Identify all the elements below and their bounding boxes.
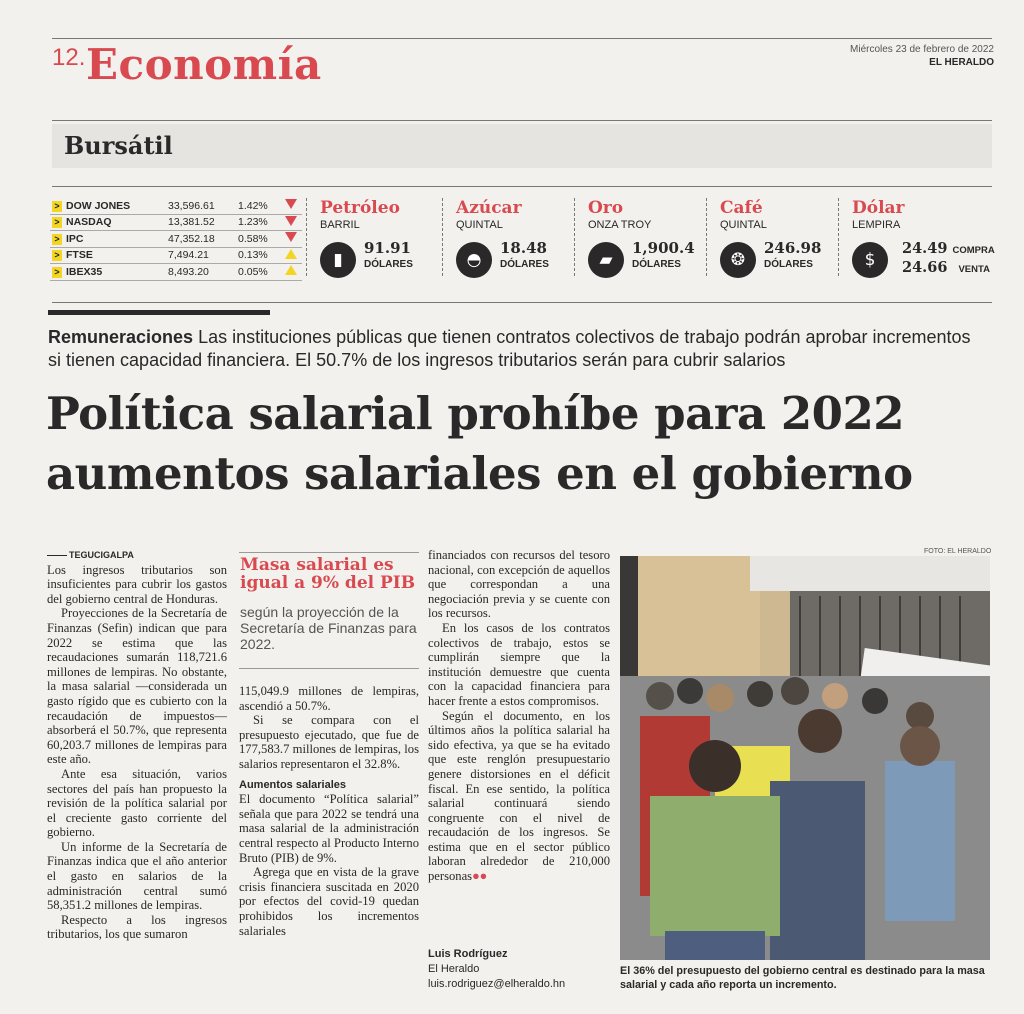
pull-quote-title: Masa salarial es igual a 9% del PIB [240, 555, 416, 593]
index-value: 13,381.52 [166, 214, 236, 231]
byline-outlet: El Heraldo [428, 963, 480, 975]
stock-index-table [50, 198, 302, 281]
dollar-sell-value: 24.66 [902, 259, 948, 276]
index-name: NASDAQ [66, 216, 112, 229]
dollar-unit: LEMPIRA [852, 219, 901, 231]
dollar-buy-label: COMPRA [952, 245, 995, 256]
photo-caption: El 36% del presupuesto del gobierno central es destinado para la masa salarial y cada año reporta un incremento. [620, 965, 985, 991]
chevron-right-icon: > [52, 201, 62, 212]
commodity-currency: DÓLARES [500, 259, 549, 270]
index-value: 7,494.21 [166, 247, 236, 264]
pull-rule-bottom [239, 668, 419, 669]
article-column-1 [47, 548, 227, 942]
chevron-right-icon: > [52, 217, 62, 228]
commodity-value: 18.48 [500, 239, 547, 257]
index-change: 0.05% [236, 264, 280, 281]
commodity-separator [442, 198, 443, 276]
stock-index-row [50, 198, 302, 214]
commodity-separator [306, 198, 307, 276]
byline [428, 947, 565, 992]
commodity-separator [574, 198, 575, 276]
article-paragraph: Según el documento, en los últimos años la política salarial ha sido efectiva, ya que se ha evitado que este renglón presupuestario genere distorsiones en el déficit fiscal. En ese sentido, la política salarial continuará siendo congruente con el nivel de recaudación de los ingresos. Se estima que en el sector público laboran alrededor de 210,000 personas●● [428, 708, 610, 884]
subhead: Aumentos salariales [239, 778, 346, 791]
gold-bars-icon: ▰ [588, 242, 624, 278]
sugar-sack-icon: ◓ [456, 242, 492, 278]
index-name: IPC [66, 232, 84, 245]
section-title: Economía [86, 40, 322, 89]
commodity-separator [838, 198, 839, 276]
pull-quote-subtitle: según la proyección de la Secretaría de Finanzas para 2022. [240, 604, 417, 652]
commodity-name: Azúcar [456, 198, 522, 218]
index-value: 33,596.61 [166, 198, 236, 214]
chevron-right-icon: > [52, 250, 62, 261]
commodity-name: Oro [588, 198, 624, 218]
pull-rule [239, 552, 419, 553]
stock-index-row [50, 231, 302, 248]
coffee-beans-icon: ❂ [720, 242, 756, 278]
header-rule [52, 120, 992, 121]
dollar-block [852, 198, 1002, 282]
commodity-currency: DÓLARES [632, 259, 681, 270]
newspaper-name: EL HERALDO [929, 57, 994, 68]
article-paragraph: En los casos de los contratos colectivos de trabajo, estos se cumplirán siempre que la institución demuestre que cuenta con la capacidad financiera para hacer frente a estos compromisos. [428, 620, 610, 708]
article-headline [46, 384, 1006, 504]
article-paragraph: Respecto a los ingresos tributarios, los que sumaron [47, 912, 227, 942]
photo-credit: FOTO: EL HERALDO [924, 548, 992, 555]
article-paragraph: Proyecciones de la Secretaría de Finanzas (Sefin) indican que para 2022 se estima que las recaudaciones sumarán 118,721.6 millones de lempiras. No obstante, la masa salarial —considerada un gasto rígido que es cubierto con la recaudación de impuestos— absorberá el 50.7%, que representa 60,203.7 millones de lempiras para este año. [47, 606, 227, 767]
headline-line-2: aumentos salariales en el gobierno [46, 447, 913, 500]
commodity-block [720, 198, 844, 282]
markets-rule [52, 186, 992, 187]
deck-text: Las instituciones públicas que tienen contratos colectivos de trabajo podrán aprobar incrementos si tienen capacidad financiera. El 50.7% de los ingresos tributarios serán para cubrir salarios [48, 327, 971, 370]
index-change: 1.42% [236, 198, 280, 214]
stock-index-row [50, 247, 302, 264]
deck-kicker: Remuneraciones [48, 327, 194, 347]
commodity-currency: DÓLARES [764, 259, 813, 270]
dateline: TEGUCIGALPA [47, 548, 227, 563]
stock-index-row [50, 214, 302, 231]
article-paragraph: Un informe de la Secretaría de Finanzas indica que el año anterior el gasto en salarios de la administración central sumó 58,351.2 millones de lempiras. [47, 839, 227, 913]
article-deck [48, 326, 988, 372]
index-change: 1.23% [236, 214, 280, 231]
arrow-down-icon [285, 216, 297, 226]
commodity-unit: QUINTAL [456, 219, 503, 231]
markets-band [52, 124, 992, 168]
commodity-value: 246.98 [764, 239, 822, 257]
article-paragraph: Ante esa situación, varios sectores del país han propuesto la revisión de la política salarial por el creciente gasto corriente del gobierno. [47, 766, 227, 840]
end-mark: ●● [472, 869, 488, 884]
article-column-2 [239, 684, 419, 938]
commodity-separator [706, 198, 707, 276]
commodity-unit: BARRIL [320, 219, 360, 231]
dollar-sell-label: VENTA [958, 264, 990, 275]
chevron-right-icon: > [52, 234, 62, 245]
index-value: 8,493.20 [166, 264, 236, 281]
index-change: 0.13% [236, 247, 280, 264]
byline-email: luis.rodriguez@elheraldo.hn [428, 978, 566, 990]
index-name: DOW JONES [66, 199, 131, 212]
dollar-buy-value: 24.49 [902, 240, 948, 257]
commodity-unit: QUINTAL [720, 219, 767, 231]
commodity-name: Café [720, 198, 763, 218]
index-value: 47,352.18 [166, 231, 236, 248]
commodity-value: 91.91 [364, 239, 411, 257]
commodity-name: Petróleo [320, 198, 400, 218]
top-rule [52, 38, 992, 39]
commodity-currency: DÓLARES [364, 259, 413, 270]
article-column-3 [428, 548, 610, 884]
oil-barrel-icon: ▮ [320, 242, 356, 278]
article-paragraph: Agrega que en vista de la grave crisis financiera suscitada en 2020 por efectos del covid-19 quedan prohibidos los incrementos salariales [239, 865, 419, 938]
arrow-up-icon [285, 265, 297, 275]
article-photo [620, 556, 990, 960]
index-change: 0.58% [236, 231, 280, 248]
byline-name: Luis Rodríguez [428, 948, 508, 960]
stock-index-row [50, 264, 302, 281]
chevron-right-icon: > [52, 267, 62, 278]
arrow-down-icon [285, 199, 297, 209]
arrow-up-icon [285, 249, 297, 259]
article-paragraph: financiados con recursos del tesoro nacional, con excepción de aquellos que correspondan a una negociación previa y se cuente con los recursos. [428, 548, 610, 621]
issue-date: Miércoles 23 de febrero de 2022 [850, 44, 994, 55]
headline-line-1: Política salarial prohíbe para 2022 [46, 387, 905, 440]
commodity-block [588, 198, 712, 282]
index-name: FTSE [66, 249, 93, 262]
article-paragraph: El documento “Política salarial” señala que para 2022 se tendrá una masa salarial de la administración central respecto al Producto Interno Bruto (PIB) de 9%. [239, 792, 419, 865]
markets-title: Bursátil [64, 131, 173, 160]
dollar-name: Dólar [852, 198, 905, 218]
markets-bottom-rule [52, 302, 992, 303]
money-bag-icon: $ [852, 242, 888, 278]
commodity-value: 1,900.4 [632, 239, 695, 257]
commodity-block [456, 198, 580, 282]
article-paragraph: Si se compara con el presupuesto ejecutado, que fue de 177,583.7 millones de lempiras, los salarios representaron el 32.8%. [239, 713, 419, 771]
arrow-down-icon [285, 232, 297, 242]
article-paragraph: 115,049.9 millones de lempiras, ascendió a 50.7%. [239, 684, 419, 713]
article-paragraph: Los ingresos tributarios son insuficientes para cubrir los gastos del gobierno central de Honduras. [47, 562, 227, 606]
page-number: 12. [52, 44, 86, 71]
section-bar [48, 310, 270, 315]
commodity-unit: ONZA TROY [588, 219, 652, 231]
index-name: IBEX35 [66, 265, 103, 278]
commodity-block [320, 198, 444, 282]
